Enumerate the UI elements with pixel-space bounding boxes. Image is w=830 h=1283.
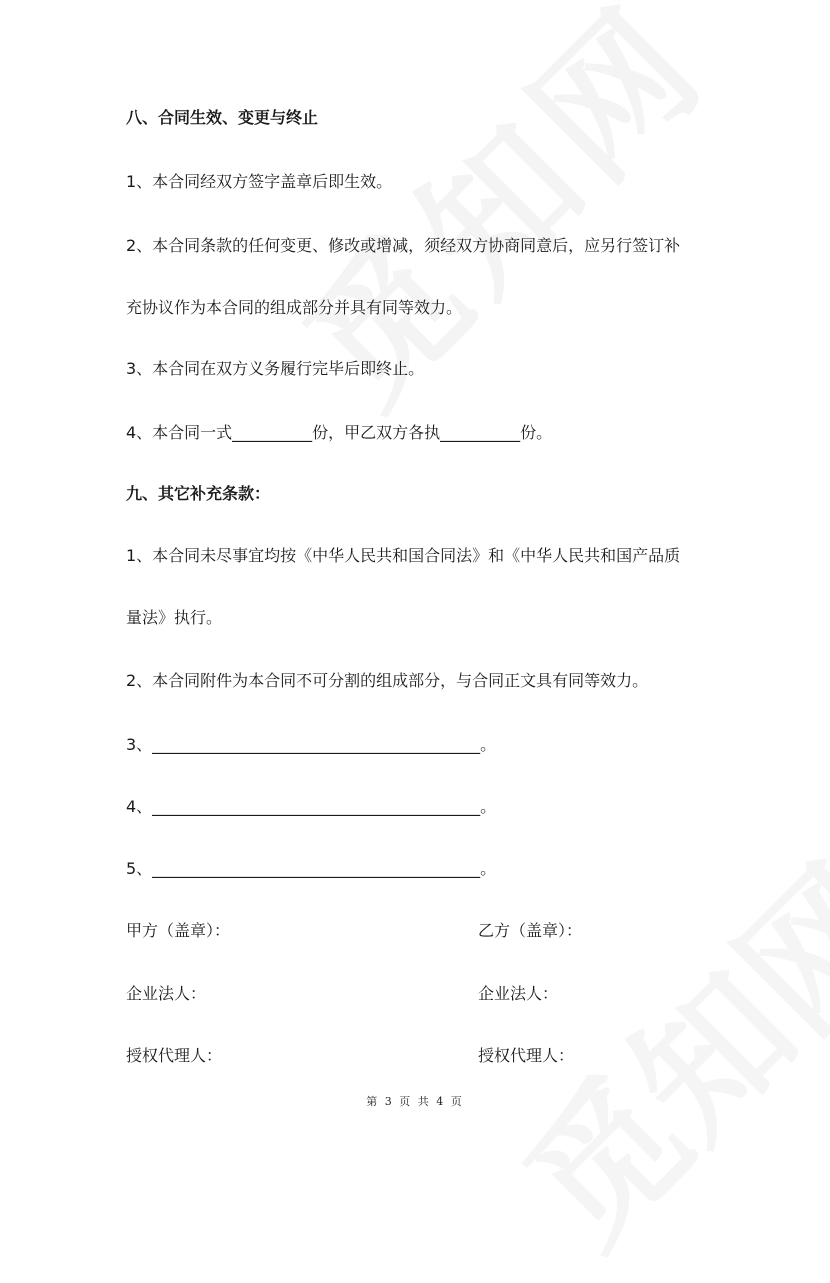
section-9-item-2: 2、本合同附件为本合同不可分割的组成部分，与合同正文具有同等效力。	[126, 671, 649, 690]
page-number-footer: 第 3 页 共 4 页	[366, 1095, 464, 1108]
party-b-seal-label: 乙方（盖章）：	[478, 921, 583, 940]
section-8-item-4: 4、本合同一式__________份，甲乙双方各执__________份。	[126, 423, 553, 442]
party-a-legal-label: 企业法人：	[126, 984, 207, 1003]
section-8-item-2-cont: 充协议作为本合同的组成部分并具有同等效力。	[126, 298, 463, 317]
party-b-agent-label: 授权代理人：	[478, 1046, 575, 1065]
section-9-title: 九、其它补充条款：	[126, 484, 271, 503]
section-9-item-1-cont: 量法》执行。	[126, 608, 223, 627]
section-8-item-2: 2、本合同条款的任何变更、修改或增减，须经双方协商同意后，应另行签订补	[126, 236, 681, 255]
section-9-item-1: 1、本合同未尽事宜均按《中华人民共和国合同法》和《中华人民共和国产品质	[126, 546, 681, 565]
section-8-item-1: 1、本合同经双方签字盖章后即生效。	[126, 172, 393, 191]
section-9-item-3: 3、_________________________________________。	[126, 735, 497, 754]
party-a-seal-label: 甲方（盖章）：	[126, 921, 231, 940]
party-a-agent-label: 授权代理人：	[126, 1046, 223, 1065]
section-9-item-4: 4、_________________________________________。	[126, 797, 497, 816]
section-9-item-5: 5、_________________________________________。	[126, 859, 497, 878]
party-b-legal-label: 企业法人：	[478, 984, 559, 1003]
section-8-title: 八、合同生效、变更与终止	[126, 108, 319, 127]
section-8-item-3: 3、本合同在双方义务履行完毕后即终止。	[126, 359, 425, 378]
